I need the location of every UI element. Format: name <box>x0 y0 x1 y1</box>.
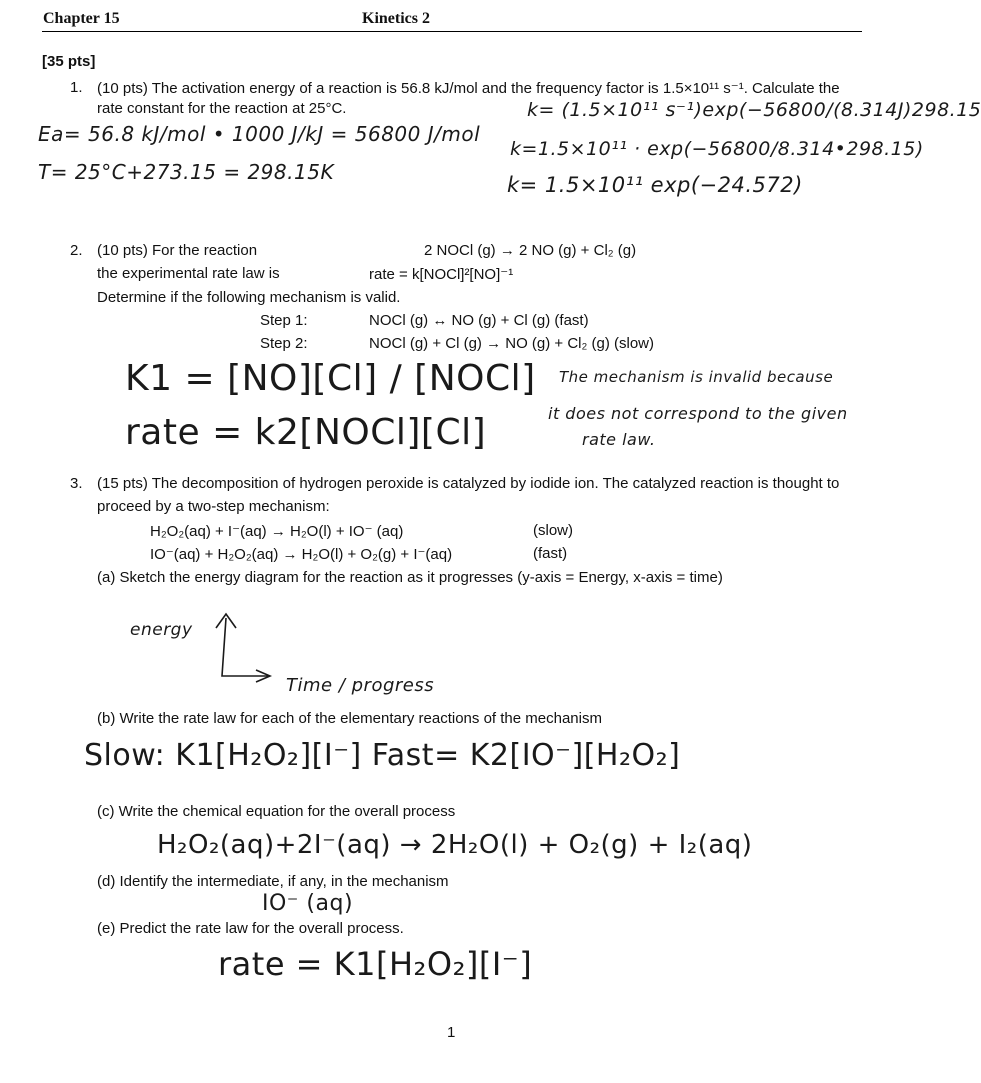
points-total: [35 pts] <box>42 53 96 70</box>
q1-handwriting-k-line2: k=1.5×10¹¹ · exp(−56800/8.314•298.15) <box>510 138 924 160</box>
q2-handwriting-note-line3: rate law. <box>582 430 656 449</box>
q3-line2: proceed by a two-step mechanism: <box>97 498 330 515</box>
q3-reaction2: IO⁻(aq) + H₂O₂(aq) → H₂O(l) + O₂(g) + I⁻(aq) <box>150 546 453 563</box>
q3-part-c: (c) Write the chemical equation for the overall process <box>97 803 456 820</box>
q2-step1-equation: NOCl (g) ↔ NO (g) + Cl (g) (fast) <box>369 312 589 329</box>
q3-part-e: (e) Predict the rate law for the overall process. <box>97 920 404 937</box>
q2-step1-label: Step 1: <box>260 312 308 329</box>
q1-handwriting-temperature: T= 25°C+273.15 = 298.15K <box>38 160 335 184</box>
q2-number: 2. <box>70 242 83 259</box>
q3-handwriting-d: IO⁻ (aq) <box>262 891 354 916</box>
q2-handwriting-note-line1: The mechanism is invalid because <box>559 368 834 386</box>
q2-line1-label: (10 pts) For the reaction <box>97 242 258 259</box>
q3-reaction1-speed: (slow) <box>533 522 573 539</box>
q3-handwriting-energy-axis: energy <box>130 620 193 640</box>
q3-handwriting-e: rate = K1[H₂O₂][I⁻] <box>218 945 533 983</box>
q2-line3: Determine if the following mechanism is valid. <box>97 289 401 306</box>
q2-line2-label: the experimental rate law is <box>97 265 280 282</box>
q3-part-d: (d) Identify the intermediate, if any, in the mechanism <box>97 873 449 890</box>
page-number: 1 <box>447 1024 456 1041</box>
q1-text-line1: (10 pts) The activation energy of a reaction is 56.8 kJ/mol and the frequency factor is 1.5×10¹¹ s⁻¹. Calculate the <box>97 80 840 97</box>
q2-handwriting-equilibrium: K1 = [NO][Cl] / [NOCl] <box>125 358 536 399</box>
q1-handwriting-k-line1: k= (1.5×10¹¹ s⁻¹)exp(−56800/(8.314J)298.15 <box>527 99 981 121</box>
q3-part-b: (b) Write the rate law for each of the elementary reactions of the mechanism <box>97 710 602 727</box>
q2-rate-law: rate = k[NOCl]²[NO]⁻¹ <box>369 266 514 283</box>
q3-number: 3. <box>70 475 83 492</box>
q3-handwriting-b: Slow: K1[H₂O₂][I⁻] Fast= K2[IO⁻][H₂O₂] <box>84 738 681 773</box>
chapter-label: Chapter 15 <box>43 10 120 27</box>
q3-line1: (15 pts) The decomposition of hydrogen peroxide is catalyzed by iodide ion. The catalyzed reaction is thought to <box>97 475 840 492</box>
q2-reaction: 2 NOCl (g) → 2 NO (g) + Cl₂ (g) <box>424 242 637 259</box>
q1-text-line2: rate constant for the reaction at 25°C. <box>97 100 347 117</box>
q3-part-a: (a) Sketch the energy diagram for the reaction as it progresses (y-axis = Energy, x-axis = time) <box>97 569 723 586</box>
page-title: Kinetics 2 <box>362 10 430 27</box>
q3-reaction1: H₂O₂(aq) + I⁻(aq) → H₂O(l) + IO⁻ (aq) <box>150 523 404 540</box>
q3-handwriting-c: H₂O₂(aq)+2I⁻(aq) → 2H₂O(l) + O₂(g) + I₂(aq) <box>157 830 753 860</box>
q3-handwriting-time-axis: Time / progress <box>286 675 435 696</box>
q1-handwriting-k-line3: k= 1.5×10¹¹ exp(−24.572) <box>507 173 803 197</box>
q2-step2-label: Step 2: <box>260 335 308 352</box>
q2-handwriting-note-line2: it does not correspond to the given <box>548 404 848 423</box>
q2-step2-equation: NOCl (g) + Cl (g) → NO (g) + Cl₂ (g) (slow) <box>369 335 655 352</box>
q2-handwriting-rate: rate = k2[NOCl][Cl] <box>125 412 487 453</box>
q1-handwriting-ea: Ea= 56.8 kJ/mol • 1000 J/kJ = 56800 J/mol <box>38 122 481 146</box>
q3-reaction2-speed: (fast) <box>533 545 568 562</box>
q1-number: 1. <box>70 79 83 96</box>
